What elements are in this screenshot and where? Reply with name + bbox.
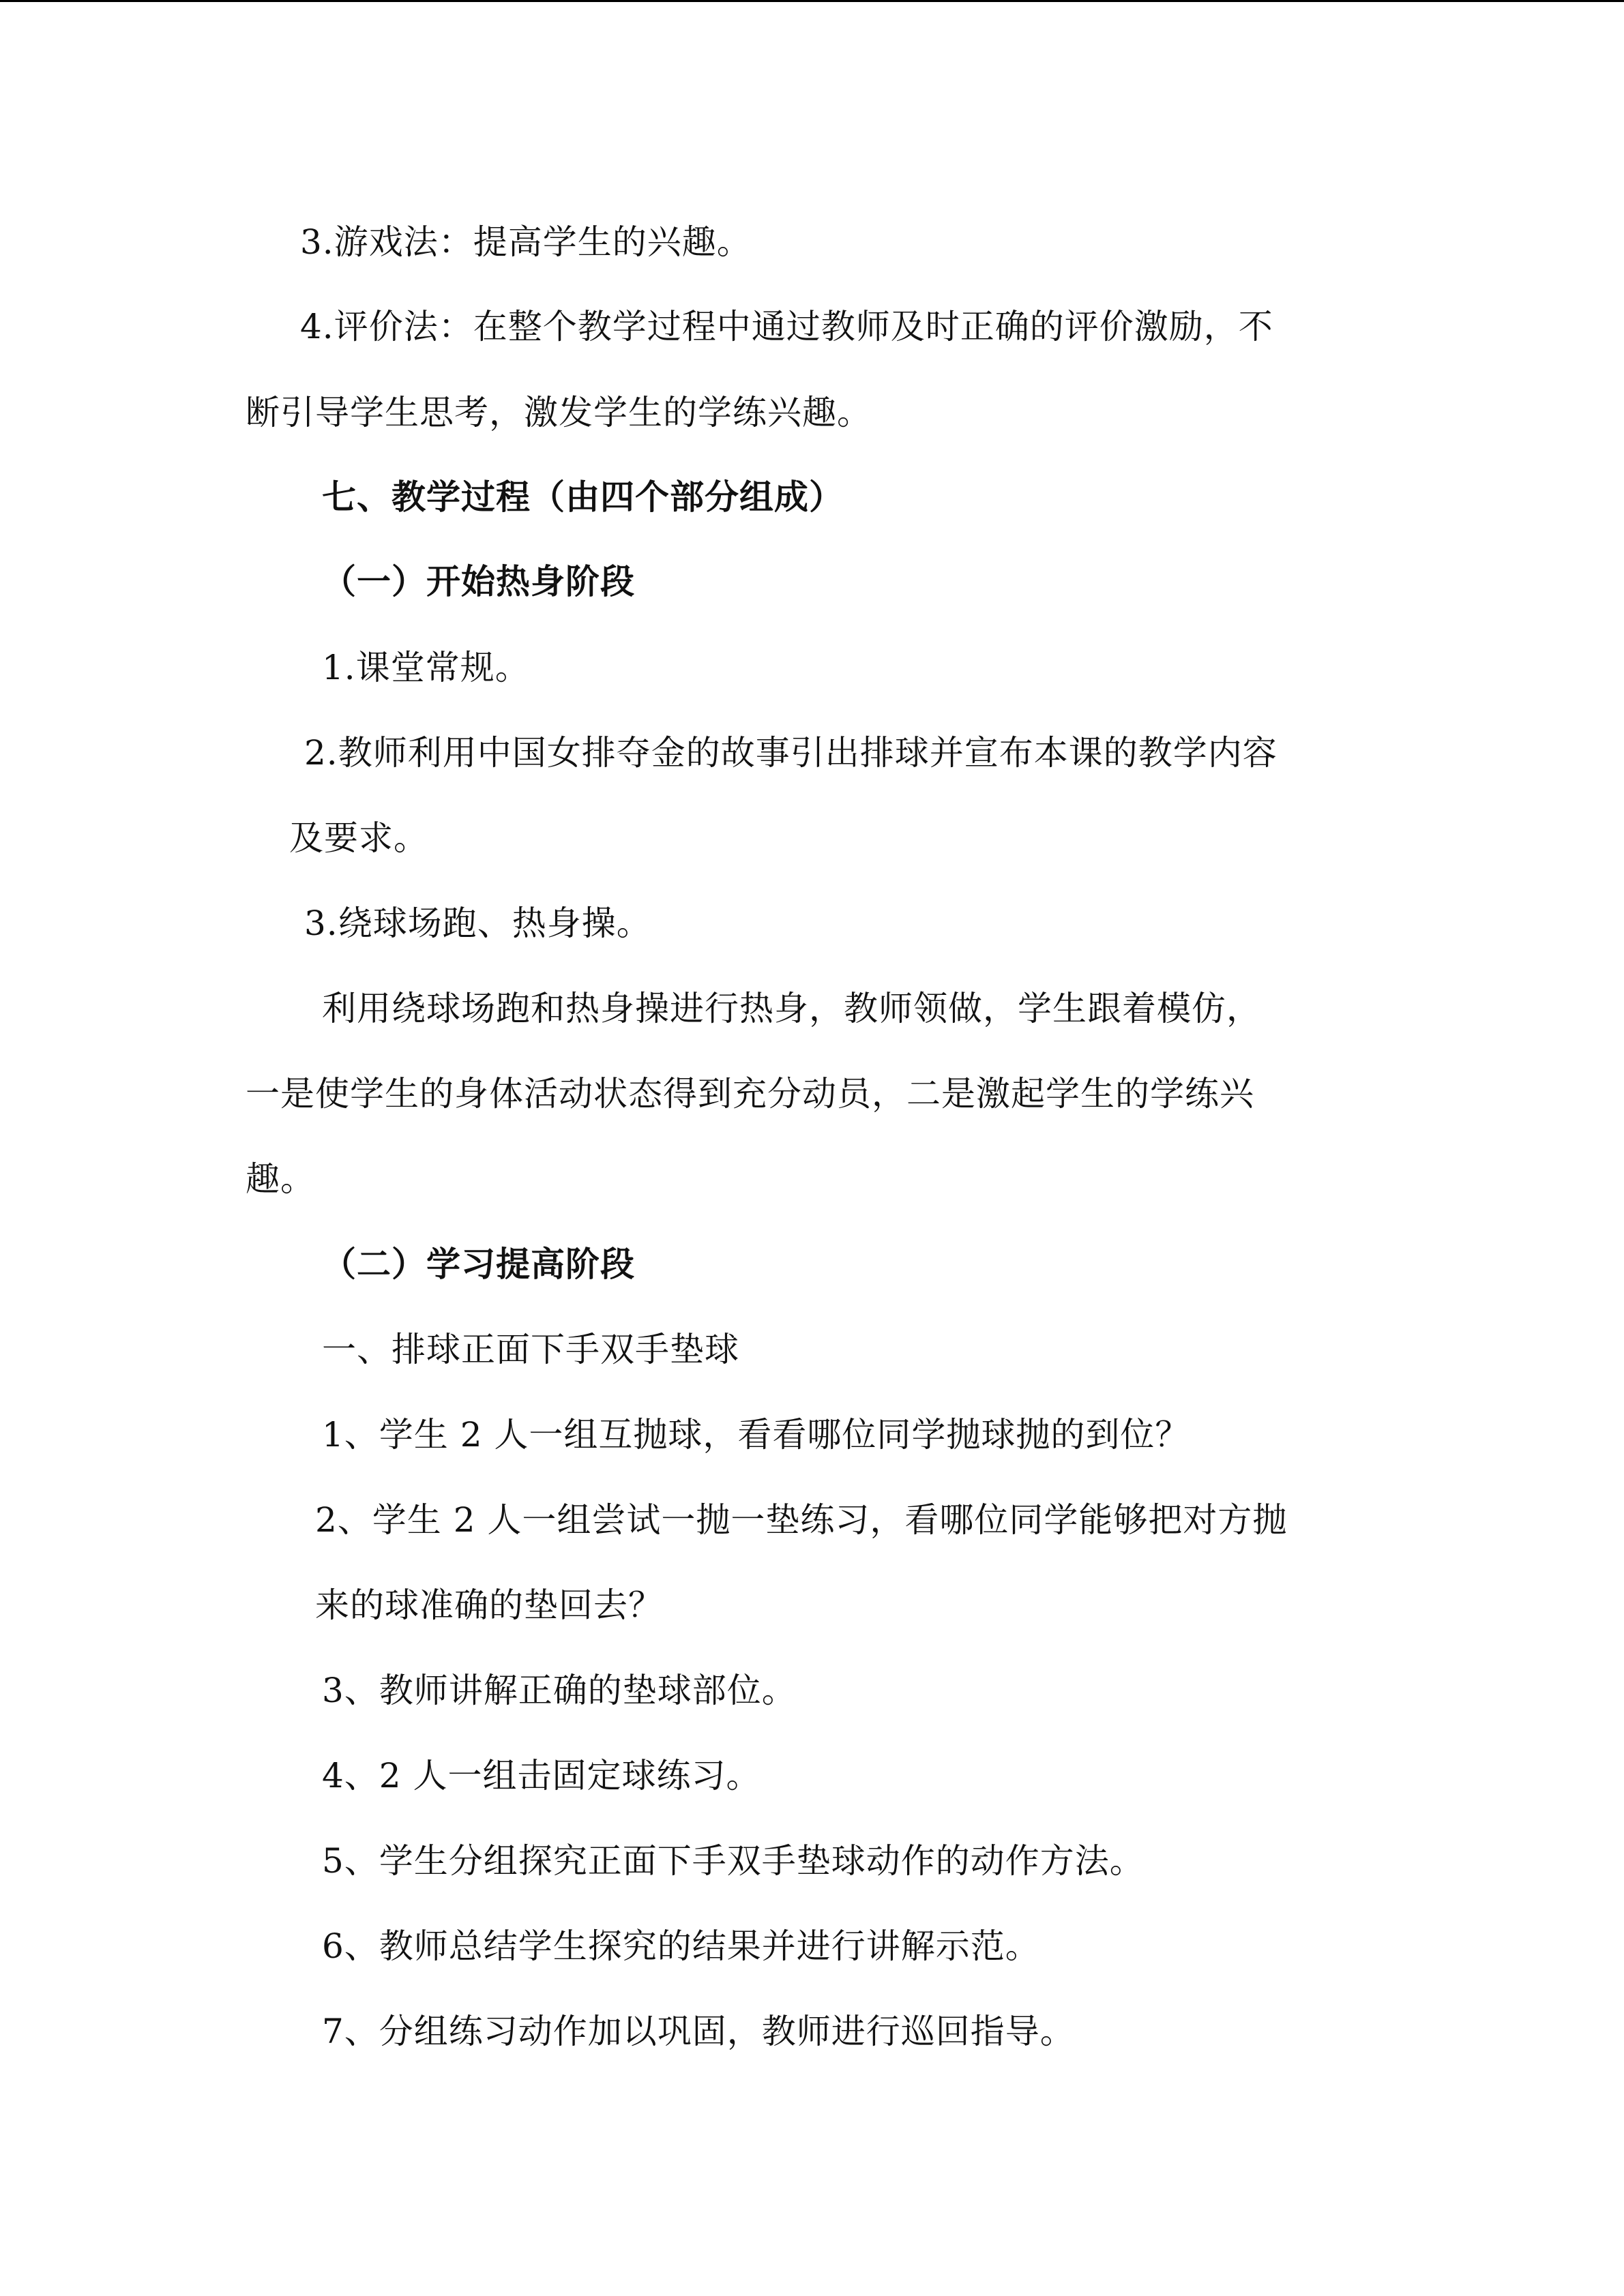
paragraph-learning-3: 3、教师讲解正确的垫球部位。: [322, 1671, 797, 1710]
paragraph-learning-2-line2: 来的球准确的垫回去？: [315, 1585, 663, 1625]
paragraph-warmup-1: 1.课堂常规。: [322, 648, 530, 687]
paragraph-learning-title: 一、排球正面下手双手垫球: [322, 1330, 739, 1369]
paragraph-learning-4: 4、2 人一组击固定球练习。: [322, 1756, 761, 1795]
paragraph-method-4-line2: 断引导学生思考，激发学生的学练兴趣。: [246, 393, 872, 432]
paragraph-warmup-2-line1: 2.教师利用中国女排夺金的故事引出排球并宣布本课的教学内容: [304, 733, 1278, 773]
paragraph-warmup-body-line3: 趣。: [246, 1159, 315, 1199]
paragraph-learning-7: 7、分组练习动作加以巩固，教师进行巡回指导。: [322, 2012, 1075, 2051]
subsection-heading-warmup: （一）开始热身阶段: [322, 561, 635, 601]
paragraph-learning-2-line1: 2、学生 2 人一组尝试一抛一垫练习，看哪位同学能够把对方抛: [315, 1500, 1288, 1540]
paragraph-warmup-2-line2: 及要求。: [289, 818, 428, 858]
paragraph-method-3: 3.游戏法：提高学生的兴趣。: [300, 222, 752, 262]
paragraph-learning-6: 6、教师总结学生探究的结果并进行讲解示范。: [322, 1926, 1040, 1966]
subsection-heading-learning: （二）学习提高阶段: [322, 1244, 635, 1284]
section-heading-teaching-process: 七、教学过程（由四个部分组成）: [322, 477, 844, 517]
paragraph-method-4-line1: 4.评价法：在整个教学过程中通过教师及时正确的评价激励，不: [300, 307, 1273, 346]
paragraph-learning-5: 5、学生分组探究正面下手双手垫球动作的动作方法。: [322, 1841, 1145, 1881]
paragraph-warmup-3: 3.绕球场跑、热身操。: [304, 904, 651, 943]
paragraph-warmup-body-line1: 利用绕球场跑和热身操进行热身，教师领做，学生跟着模仿，: [322, 989, 1261, 1028]
paragraph-warmup-body-line2: 一是使学生的身体活动状态得到充分动员，二是激起学生的学练兴: [246, 1074, 1254, 1114]
paragraph-learning-1: 1、学生 2 人一组互抛球，看看哪位同学抛球抛的到位？: [322, 1415, 1190, 1455]
